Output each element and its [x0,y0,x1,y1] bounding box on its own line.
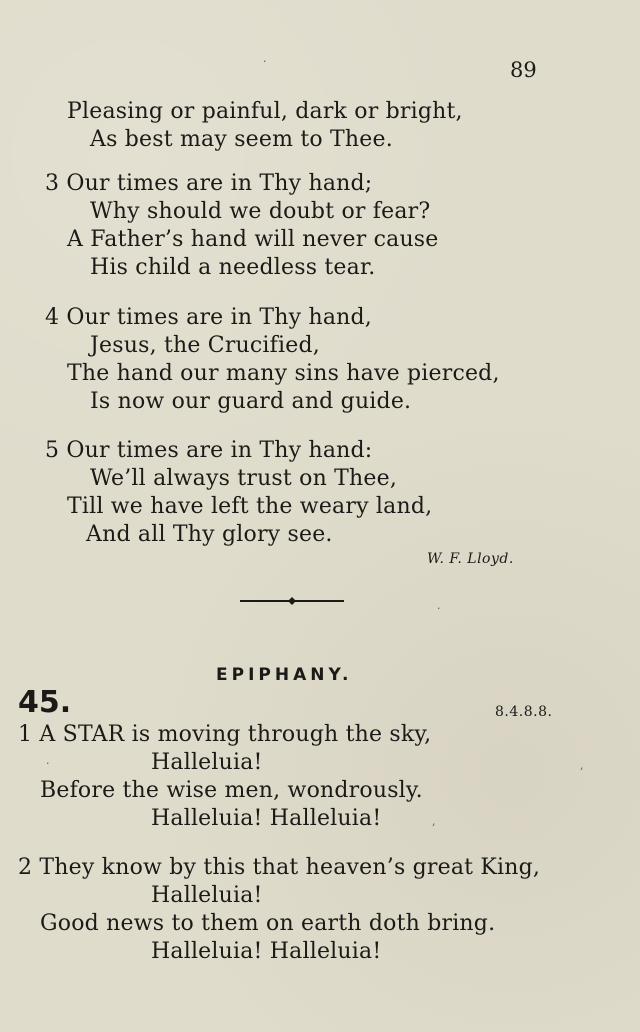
verse-5-line-1: 5 Our times are in Thy hand: [45,438,373,463]
print-speck: · [46,757,50,770]
hymn-45-verse-2-line-1: 2 They know by this that heaven’s great King, [18,855,541,880]
continuation-line-2: As best may seem to Thee. [90,127,393,152]
hymn-meter: 8.4.8.8. [495,704,553,720]
verse-5-line-3: Till we have left the weary land, [67,494,433,519]
section-divider-ornament [240,596,344,606]
hymn-45-verse-2-line-2: Halleluia! [151,883,263,908]
verse-4-line-4: Is now our guard and guide. [90,389,412,414]
author-attribution: W. F. Lloyd. [427,551,514,567]
print-speck: · [437,602,441,615]
hymn-45-verse-2-line-4: Halleluia! Halleluia! [151,939,382,964]
hymn-45-verse-1-line-4: Halleluia! Halleluia! [151,806,382,831]
continuation-line-1: Pleasing or painful, dark or bright, [67,99,463,124]
hymn-45-verse-1-line-2: Halleluia! [151,750,263,775]
verse-5-line-4: And all Thy glory see. [86,522,333,547]
print-speck: , [432,815,436,828]
verse-4-line-2: Jesus, the Crucified, [90,333,320,358]
print-speck: , [580,759,584,772]
print-speck: · [263,55,267,68]
hymn-45-verse-1-line-3: Before the wise men, wondrously. [40,778,423,803]
hymn-45-verse-1-line-1: 1 A STAR is moving through the sky, [18,722,432,747]
verse-3-line-3: A Father’s hand will never cause [67,227,439,252]
section-title: EPIPHANY. [216,665,353,685]
hymn-number: 45. [18,685,72,720]
verse-3-line-2: Why should we doubt or fear? [90,199,431,224]
verse-5-line-2: We’ll always trust on Thee, [90,466,398,491]
verse-3-line-1: 3 Our times are in Thy hand; [45,171,373,196]
verse-3-line-4: His child a needless tear. [90,255,376,280]
verse-4-line-3: The hand our many sins have pierced, [67,361,500,386]
verse-4-line-1: 4 Our times are in Thy hand, [45,305,372,330]
page-number: 89 [510,58,537,82]
hymn-45-verse-2-line-3: Good news to them on earth doth bring. [40,911,496,936]
